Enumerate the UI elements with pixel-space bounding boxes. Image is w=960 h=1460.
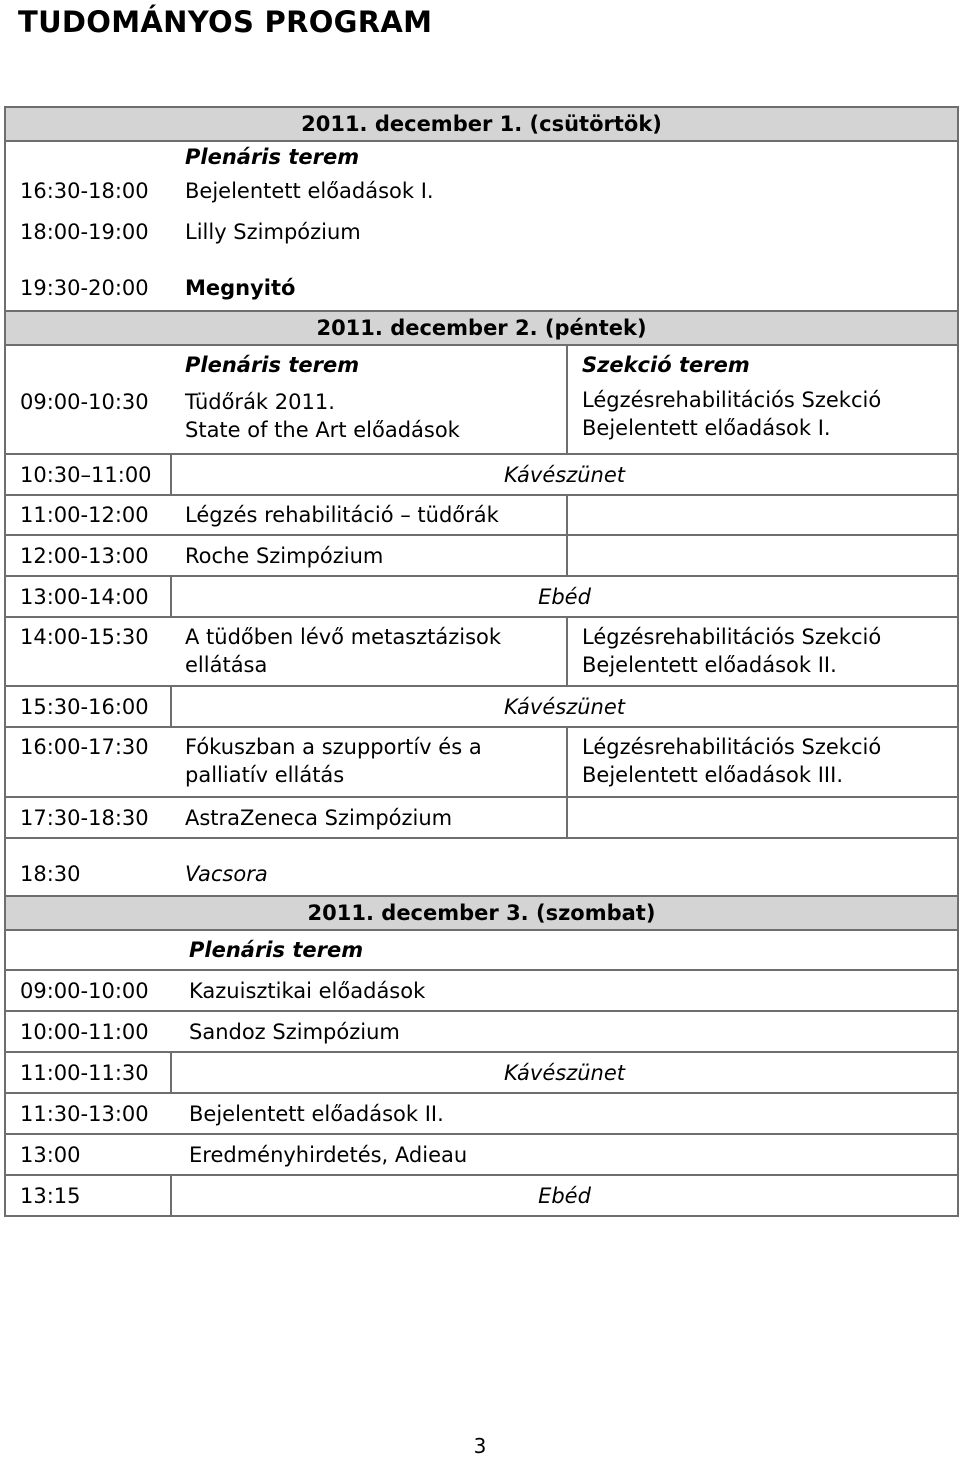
day2-date: 2011. december 2. (péntek): [5, 311, 958, 345]
time-cell: 13:00-14:00: [5, 576, 171, 617]
event-line-1: Tüdőrák 2011.: [185, 390, 335, 414]
event-cell: Kazuisztikai előadások: [171, 970, 958, 1011]
table-row: [5, 252, 958, 311]
schedule-table: [4, 106, 959, 1217]
event-cell: AstraZeneca Szimpózium: [171, 797, 567, 838]
table-row: [5, 1134, 958, 1175]
empty-cell: [5, 345, 171, 384]
day3-room-row: [5, 930, 958, 970]
lunch-cell: Ebéd: [171, 1175, 958, 1216]
day3-date: 2011. december 3. (szombat): [5, 896, 958, 930]
event-cell: Eredményhirdetés, Adieau: [171, 1134, 958, 1175]
time-cell: 18:00-19:00: [5, 211, 171, 252]
time-cell: 10:00-11:00: [5, 1011, 171, 1052]
event-cell: Lilly Szimpózium: [171, 211, 958, 252]
event-line-2: ellátása: [185, 653, 268, 677]
day3-room-label: Plenáris terem: [171, 930, 958, 970]
time-cell: 16:30-18:00: [5, 171, 171, 211]
section-line-1: Légzésrehabilitációs Szekció: [582, 735, 882, 759]
time-cell: 14:00-15:30: [5, 617, 171, 686]
day1-room-row: [5, 141, 958, 171]
section-cell-empty: [567, 495, 958, 535]
time-cell: 18:30: [5, 838, 171, 896]
event-line-1: Fókuszban a szupportív és a: [185, 735, 482, 759]
event-line-1: A tüdőben lévő metasztázisok: [185, 625, 502, 649]
event-cell: [171, 727, 567, 797]
table-row: [5, 1011, 958, 1052]
day1-room-label: Plenáris terem: [171, 141, 958, 171]
time-cell: 11:00-11:30: [5, 1052, 171, 1093]
page-number: 3: [473, 1434, 487, 1458]
dinner-cell: Vacsora: [171, 838, 958, 896]
section-line-2: Bejelentett előadások III.: [582, 763, 843, 787]
section-cell: [567, 384, 958, 454]
section-cell-empty: [567, 535, 958, 576]
section-line-2: Bejelentett előadások II.: [582, 653, 837, 677]
section-line-1: Légzésrehabilitációs Szekció: [582, 625, 882, 649]
event-cell: Légzés rehabilitáció – tüdőrák: [171, 495, 567, 535]
table-row: [5, 171, 958, 211]
table-row: [5, 384, 958, 454]
day2-room-row: [5, 345, 958, 384]
time-cell: 17:30-18:30: [5, 797, 171, 838]
event-cell: Bejelentett előadások I.: [171, 171, 958, 211]
table-row: [5, 535, 958, 576]
section-line-1: Légzésrehabilitációs Szekció: [582, 388, 882, 412]
event-cell: Megnyitó: [171, 252, 958, 311]
table-row: [5, 970, 958, 1011]
table-row: [5, 797, 958, 838]
time-cell: 16:00-17:30: [5, 727, 171, 797]
event-cell: Roche Szimpózium: [171, 535, 567, 576]
time-cell: 13:15: [5, 1175, 171, 1216]
day2-section-label: Szekció terem: [567, 345, 958, 384]
table-row: [5, 211, 958, 252]
table-row: [5, 576, 958, 617]
section-line-2: Bejelentett előadások I.: [582, 416, 831, 440]
time-cell: 11:00-12:00: [5, 495, 171, 535]
section-cell: [567, 727, 958, 797]
day2-plenary-label: Plenáris terem: [171, 345, 567, 384]
day1-date: 2011. december 1. (csütörtök): [5, 107, 958, 141]
section-cell: [567, 617, 958, 686]
page-title: TUDOMÁNYOS PROGRAM: [18, 5, 433, 39]
time-cell: 11:30-13:00: [5, 1093, 171, 1134]
event-cell: Bejelentett előadások II.: [171, 1093, 958, 1134]
break-cell: Kávészünet: [171, 686, 958, 727]
time-cell: 19:30-20:00: [5, 252, 171, 311]
section-cell-empty: [567, 797, 958, 838]
table-row: [5, 1052, 958, 1093]
break-cell: Kávészünet: [171, 1052, 958, 1093]
event-line-2: palliatív ellátás: [185, 763, 345, 787]
table-row: [5, 454, 958, 495]
time-cell: 10:30–11:00: [5, 454, 171, 495]
table-row: [5, 617, 958, 686]
event-line-2: State of the Art előadások: [185, 418, 460, 442]
time-cell: 09:00-10:00: [5, 970, 171, 1011]
time-cell: 15:30-16:00: [5, 686, 171, 727]
day2-header-row: [5, 311, 958, 345]
event-cell: [171, 384, 567, 454]
day1-header-row: [5, 107, 958, 141]
table-row: [5, 686, 958, 727]
table-row: [5, 1175, 958, 1216]
table-row: [5, 1093, 958, 1134]
time-cell: 09:00-10:30: [5, 384, 171, 454]
break-cell: Kávészünet: [171, 454, 958, 495]
table-row: [5, 495, 958, 535]
day3-header-row: [5, 896, 958, 930]
lunch-cell: Ebéd: [171, 576, 958, 617]
event-cell: Sandoz Szimpózium: [171, 1011, 958, 1052]
event-cell: [171, 617, 567, 686]
time-cell: 12:00-13:00: [5, 535, 171, 576]
table-row: [5, 727, 958, 797]
table-row: [5, 838, 958, 896]
empty-cell: [5, 141, 171, 171]
empty-cell: [5, 930, 171, 970]
time-cell: 13:00: [5, 1134, 171, 1175]
